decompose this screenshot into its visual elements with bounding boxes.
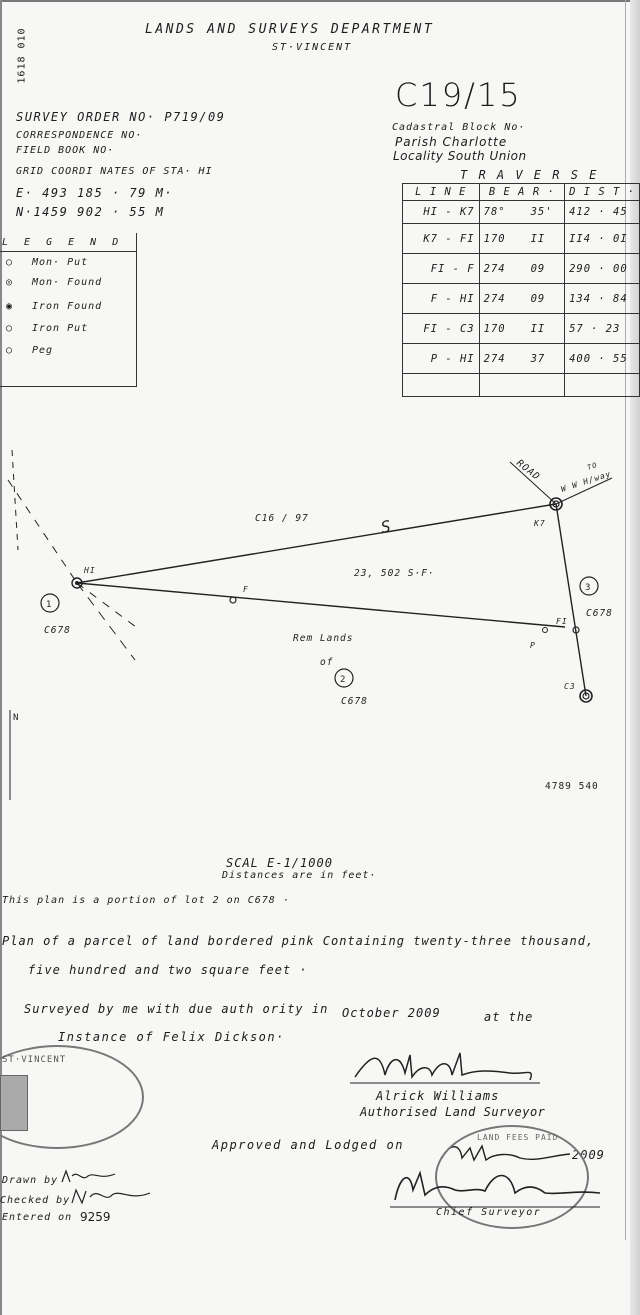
c16-label: C16 / 97 [255,513,309,524]
dashed-boundary [12,450,18,550]
traverse-title: T R A V E R S E [460,168,599,182]
legend-label: Peg [32,345,54,356]
legend-item [6,323,88,334]
top-border [0,0,640,2]
row-line: F - HI [403,284,480,314]
traverse-header-row [403,184,640,201]
portion-note: This plan is a portion of lot 2 on C678 · [2,895,290,906]
legend-title: L E G E N D [2,237,124,248]
of-label: of [320,657,334,668]
st-vincent-stamp [0,1045,144,1149]
row-min: 35' [527,201,565,224]
fees-stamp-text: LAND FEES PAID [477,1133,559,1142]
legend-item [6,301,102,312]
scale-label: SCAL E-1/1000 [226,856,333,870]
parcel-2-number: 2 [340,675,347,685]
stamp-text: ST·VINCENT [2,1055,67,1065]
plan-description-line1: Plan of a parcel of land bordered pink Containing twenty-three thousand, [2,934,595,948]
boundary-k7-c3 [556,504,586,696]
parish: Parish Charlotte [395,135,508,149]
cadastral-block: Cadastral Block No· [392,122,526,133]
row-deg: 274 [479,344,526,374]
legend-box [0,233,137,387]
row-min: II [527,224,565,254]
location-subtitle: ST·VINCENT [272,42,353,53]
chief-surveyor-label: Chief Surveyor [436,1207,542,1218]
k7-label: K7 [534,519,546,528]
legend-label: Iron Found [32,301,103,312]
row-line: HI - K7 [403,201,480,224]
legend-label: Mon· Found [32,277,103,288]
boundary-hi-fi [77,583,565,627]
traverse-row [403,254,640,284]
row-dist: 400 · 55 [565,344,640,374]
row-deg: 170 [479,224,526,254]
peg-icon: ○ [6,345,14,356]
row-deg: 170 [479,314,526,344]
row-deg: 274 [479,284,526,314]
entered-on-label: Entered on [2,1212,73,1223]
row-dist: 57 · 23 [565,314,640,344]
header-distance: D I S T · [565,184,640,201]
traverse-row [403,284,640,314]
surveyor-name: Alrick Williams [376,1089,500,1103]
row-min: 37 [527,344,565,374]
boundary-hi-k7 [77,504,556,583]
field-book-no: FIELD BOOK NO· [16,145,115,156]
row-line: K7 - FI [403,224,480,254]
row-deg: 274 [479,254,526,284]
legend-label: Mon· Put [32,257,89,268]
area-label: 23, 502 S·F· [354,568,435,579]
entered-on-value: 9259 [80,1210,111,1224]
plan-description-line2: five hundred and two square feet · [28,963,308,977]
row-min: 09 [527,284,565,314]
traverse-row [403,224,640,254]
approved-text: Approved and Lodged on [212,1138,404,1152]
header-bearing: B E A R · [479,184,564,201]
drawn-by-label: Drawn by [2,1175,59,1186]
checked-by-label: Checked by [0,1195,71,1206]
c678-left-label: C678 [44,625,71,636]
row-line: FI - F [403,254,480,284]
legend-item [6,345,53,356]
c3-label: C3 [564,682,576,691]
department-title: LANDS AND SURVEYS DEPARTMENT [145,22,435,37]
document-id: 1618 010 [16,27,28,84]
easting: E· 493 185 · 79 M· [16,186,174,200]
hi-label: HI [84,566,96,575]
surveyor-title: Authorised Land Surveyor [360,1105,546,1119]
at-the-text: at the [484,1010,534,1024]
f-label: F [243,585,249,594]
traverse-row [403,314,640,344]
parcel-1-number: 1 [46,600,53,610]
s-mark: S [379,516,394,537]
traverse-row [403,344,640,374]
checked-by-initials [70,1185,155,1207]
locality: Locality South Union [393,149,527,163]
rem-lands-label: Rem Lands [293,633,354,644]
grid-coordinates: GRID COORDI NATES OF STA· HI [16,166,213,177]
northing: N·1459 902 · 55 M [16,205,165,219]
correspondence-no: CORRESPONDENCE NO· [16,130,143,141]
chief-surveyor-signature [385,1165,615,1210]
dashed-boundary [8,480,77,583]
traverse-table [402,183,640,397]
p-peg-icon [543,628,548,633]
dashed-boundary [77,583,135,660]
legend-divider [0,251,136,252]
legend-label: Iron Put [32,323,89,334]
instance-text: Instance of Felix Dickson· [58,1030,285,1044]
surveyed-by-text: Surveyed by me with due auth ority in [24,1002,329,1016]
row-deg: 78° [479,201,526,224]
plan-number: C19/15 [395,76,522,114]
drawn-by-initials [60,1168,120,1186]
p-label: P [530,641,536,650]
c678-right-label: C678 [586,608,613,619]
traverse-spacer-row [403,374,640,397]
mon-put-icon: ○ [6,257,14,268]
row-dist: 134 · 84 [565,284,640,314]
fi-label: FI [556,617,568,626]
row-dist: 412 · 45 [565,201,640,224]
row-dist: II4 · 0I [565,224,640,254]
to-label: TO [586,461,599,472]
mon-found-icon: ◎ [6,277,14,288]
row-dist: 290 · 00 [565,254,640,284]
hi-marker-center [75,581,79,585]
row-line: FI - C3 [403,314,480,344]
parcel-3-number: 3 [585,583,592,593]
reference-number: 4789 540 [545,781,599,792]
header-line: L I N E [403,184,480,201]
iron-found-icon: ◉ [6,301,14,312]
legend-item [6,277,102,288]
survey-date: October 2009 [342,1006,441,1020]
row-line: P - HI [403,344,480,374]
north-label: N [13,713,20,723]
surveyor-signature [350,1045,550,1090]
legend-item [6,257,88,268]
road-label: ROAD [514,457,543,483]
traverse-row [403,201,640,224]
distances-note: Distances are in feet· [222,870,377,881]
iron-put-icon: ○ [6,323,14,334]
row-min: II [527,314,565,344]
c678-bottom-label: C678 [341,696,368,707]
survey-plan-diagram [0,440,630,800]
dashed-boundary [77,583,140,630]
approved-year: 2009 [572,1148,605,1162]
row-min: 09 [527,254,565,284]
f-peg-icon [230,597,236,603]
coat-of-arms-icon [0,1075,28,1131]
survey-order: SURVEY ORDER NO· P719/09 [16,110,226,124]
wwh-way-label: W W H/way [559,469,613,494]
